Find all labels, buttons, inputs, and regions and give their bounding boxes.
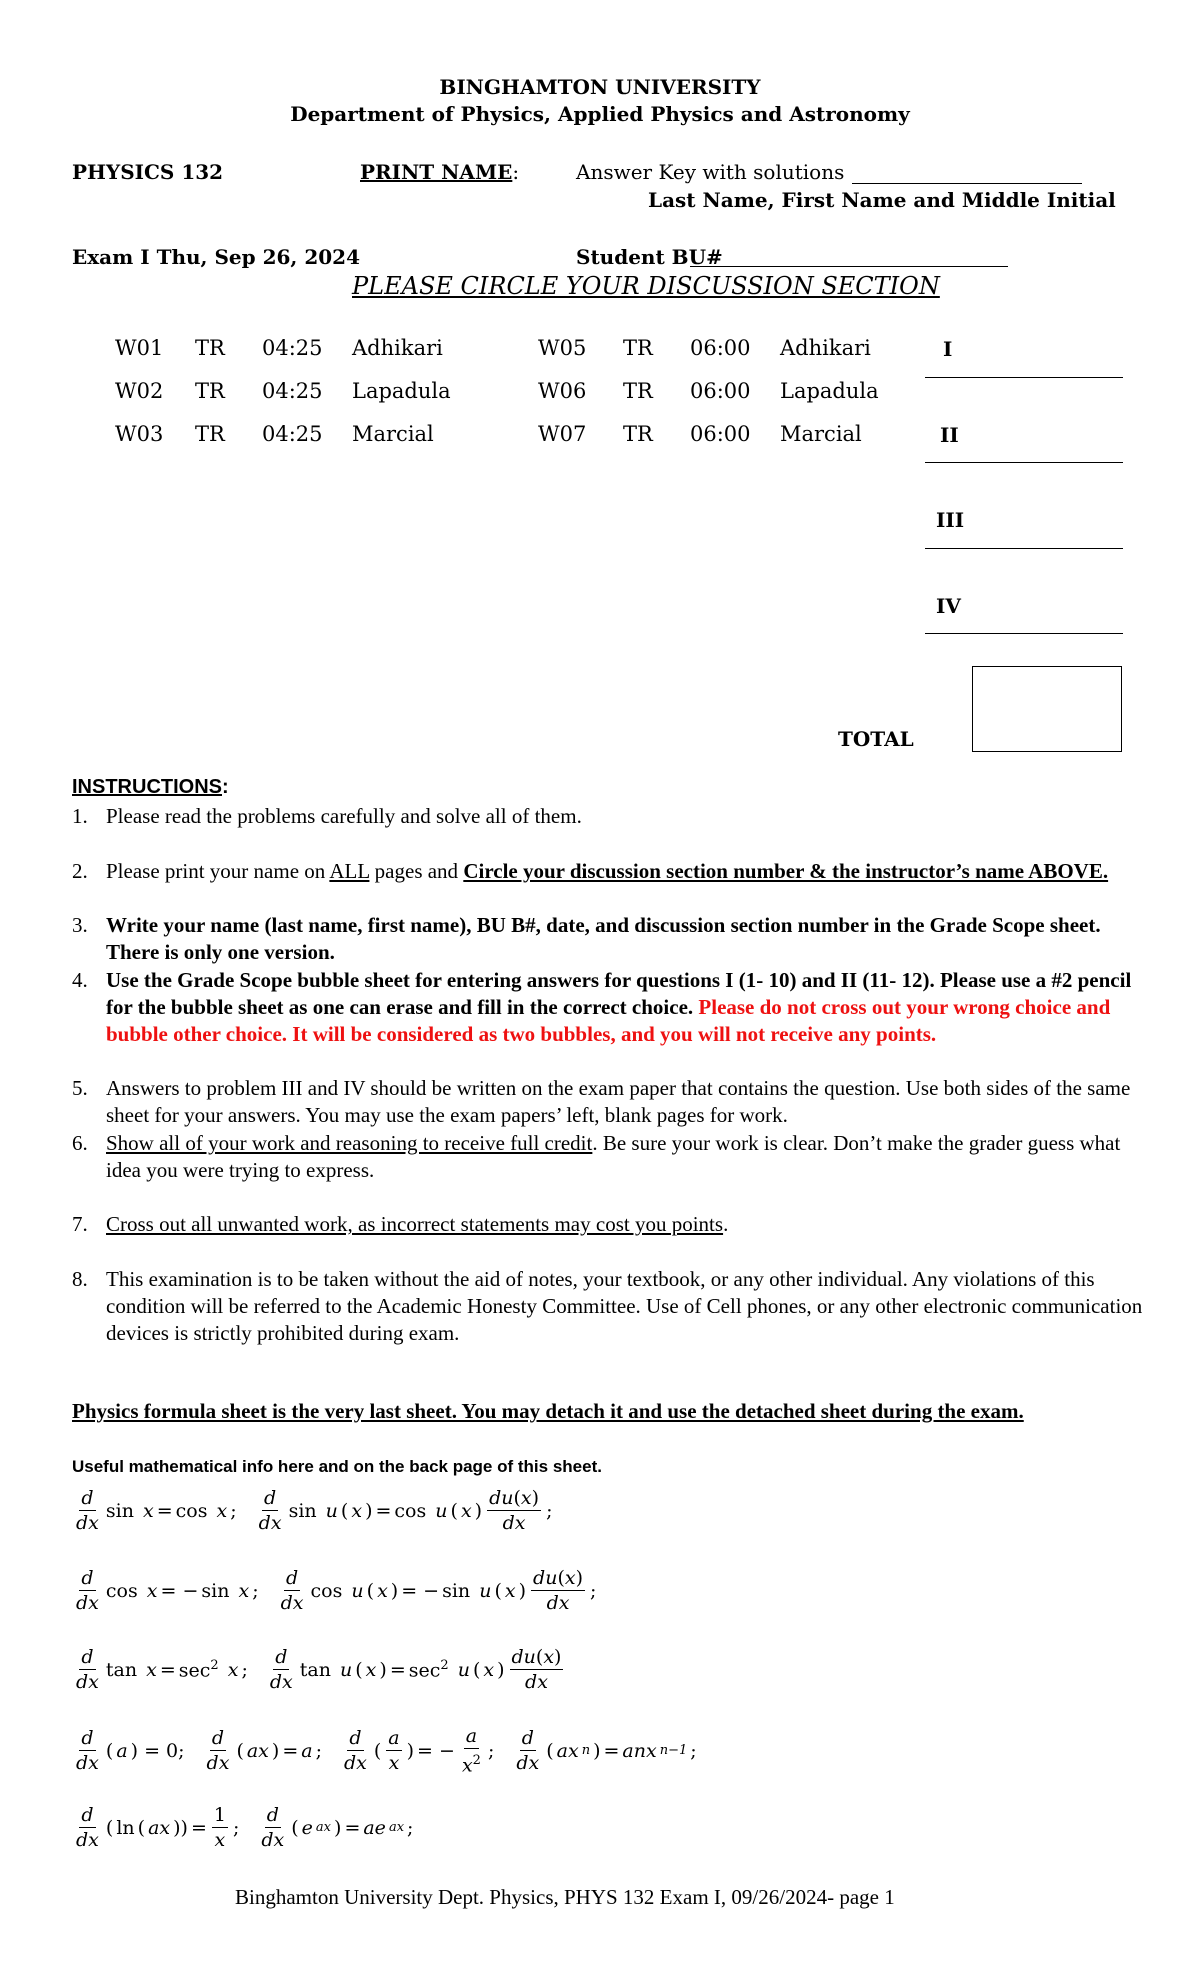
discussion-prompt: PLEASE CIRCLE YOUR DISCUSSION SECTION [352, 272, 940, 300]
score-line-I[interactable] [925, 377, 1123, 378]
name-value: Answer Key with solutions [576, 160, 845, 184]
print-name-label: PRINT NAME: [360, 160, 520, 184]
exam-date: Exam I Thu, Sep 26, 2024 [72, 245, 360, 269]
student-bu-underline [690, 266, 1008, 267]
student-bu-label: Student BU# [576, 245, 723, 269]
formula-log-exp: $\frac{d}{dx}$ ( ln ( ax )) = $\frac{1}{x}$ ; $\frac{d}{dx}$ ( e ax ) = ae ax ; [76, 1804, 414, 1851]
section-row-2[interactable]: W02 TR 04:25 Lapadula W06 TR 06:00 Lapadula [115, 379, 879, 403]
section-row-3[interactable]: W03 TR 04:25 Marcial W07 TR 06:00 Marcial [115, 422, 862, 446]
score-label-II: II [940, 423, 959, 447]
section-row-1[interactable]: W01 TR 04:25 Adhikari W05 TR 06:00 Adhikari [115, 336, 871, 360]
formula-sheet-note: Physics formula sheet is the very last sheet. You may detach it and use the detached sheet during the exam. [72, 1399, 1024, 1423]
total-label: TOTAL [838, 727, 914, 751]
page-footer: Binghamton University Dept. Physics, PHYS 132 Exam I, 09/26/2024- page 1 [235, 1885, 895, 1909]
score-label-I: I [943, 337, 953, 361]
university-title: BINGHAMTON UNIVERSITY [439, 75, 761, 99]
formula-tan: $\frac{d}{dx}$ tan x = $\sec^2$ x ; $\frac{d}{dx}$ tan u ( x ) = $\sec^2$ u ( x ) $\frac{du(x)}{dx}$ [76, 1646, 562, 1693]
score-line-III[interactable] [925, 548, 1123, 549]
formula-sin: $\frac{d}{dx}$ sin x = cos x ; $\frac{d}{dx}$ sin u ( x ) = cos u ( x ) $\frac{du(x)}{dx}$ ; [76, 1487, 553, 1534]
score-label-IV: IV [936, 594, 961, 618]
score-line-IV[interactable] [925, 633, 1123, 634]
instructions-heading: INSTRUCTIONS: [72, 776, 229, 798]
formula-cos: $\frac{d}{dx}$ cos x = − sin x ; $\frac{d}{dx}$ cos u ( x ) = − sin u ( x ) $\frac{du(x)}{dx}$ ; [76, 1567, 597, 1614]
math-note: Useful mathematical info here and on the back page of this sheet. [72, 1457, 602, 1476]
score-label-III: III [936, 508, 965, 532]
course-code: PHYSICS 132 [72, 160, 224, 184]
formula-power: $\frac{d}{dx}$ ( a ) = 0; $\frac{d}{dx}$ ( ax ) = a ; $\frac{d}{dx}$ ( $\frac{a}{x}$ ) = − $\frac{a}{x^2}$ ; $\frac{d}{dx}$ ( ax n ) = anx n−1 ; [76, 1725, 697, 1777]
department-title: Department of Physics, Applied Physics and Astronomy [290, 102, 910, 126]
score-line-II[interactable] [925, 462, 1123, 463]
name-underline [852, 183, 1082, 184]
total-box[interactable] [972, 666, 1122, 752]
name-hint: Last Name, First Name and Middle Initial [648, 188, 1116, 212]
